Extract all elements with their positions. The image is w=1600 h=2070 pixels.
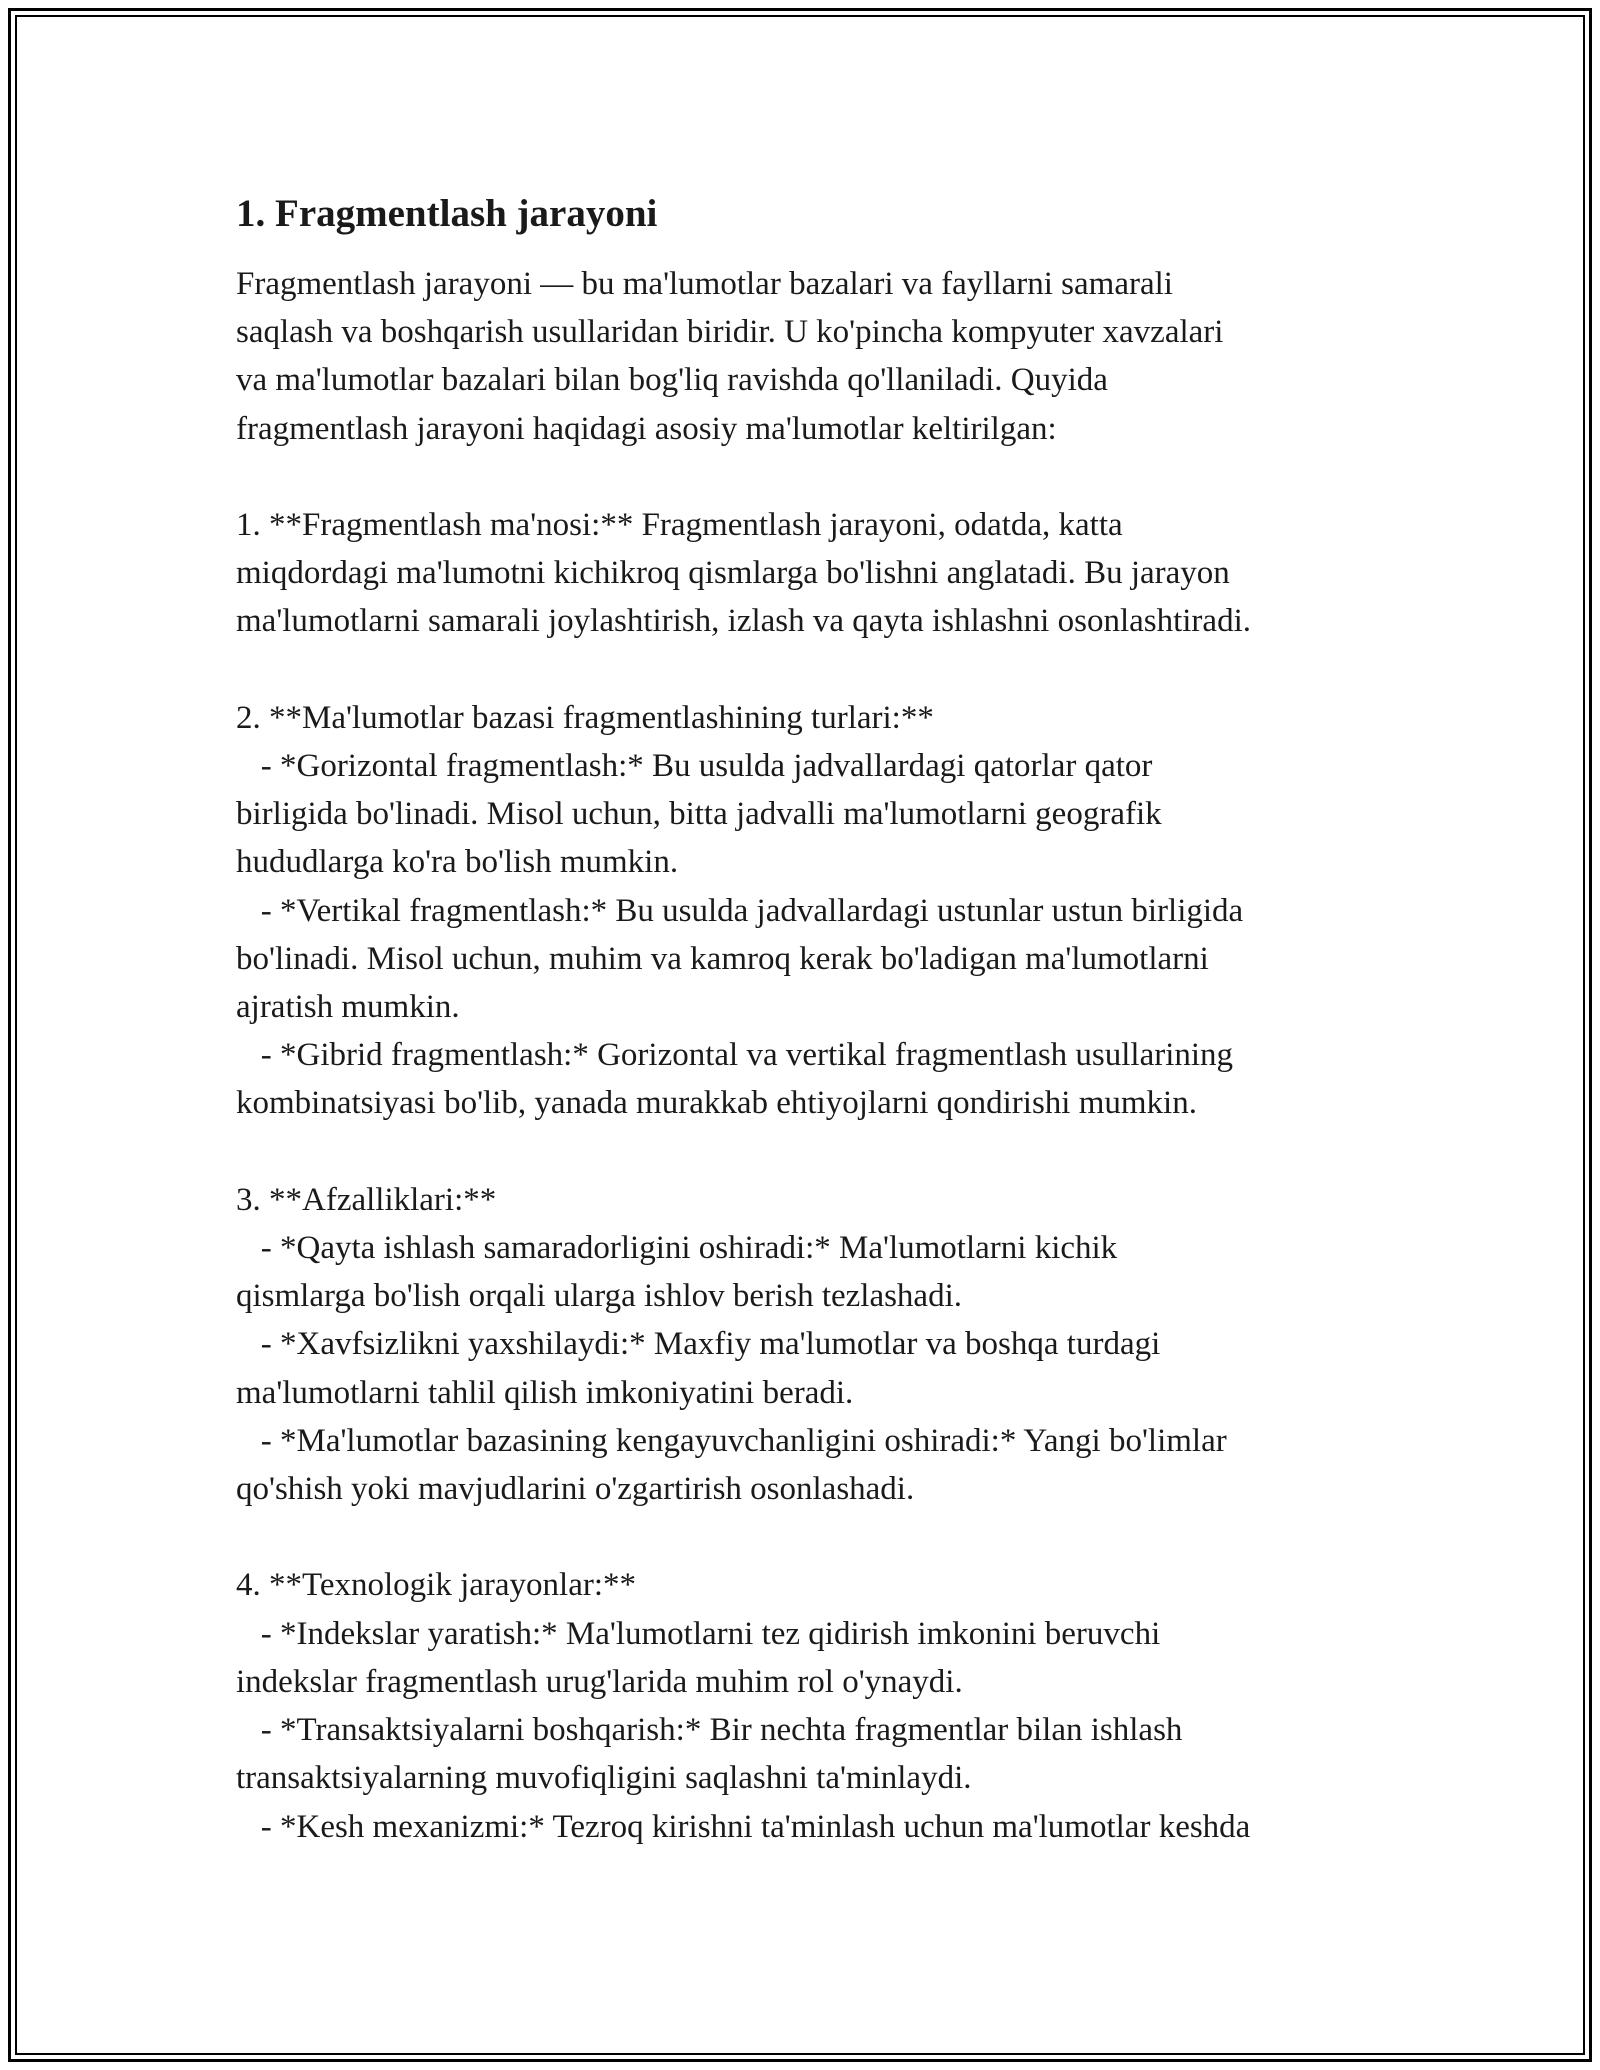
document-title: 1. Fragmentlash jarayoni — [236, 192, 658, 235]
document-page — [236, 190, 1386, 1851]
document-body: Fragmentlash jarayoni — bu ma'lumotlar bazalari va fayllarni samarali saqlash va boshqarish usullaridan biridir. U ko'pincha kompyuter xavzalari va ma'lumotlar bazalari bilan bog'liq ravishda qo'llaniladi. Quyida fragmentlash jarayoni haqidagi asosiy ma'lumotlar keltirilgan: 1. **Fragmentlash ma'nosi:** Fragmentlash jarayoni, odatda, katta miqdordagi ma'lumotni kichikroq qismlarga bo'lishni anglatadi. Bu jarayon ma'lumotlarni samarali joylashtirish, izlash va qayta ishlashni osonlashtiradi. 2. **Ma'lumotlar bazasi fragmentlashining turlari:** - *Gorizontal fragmentlash:* Bu usulda jadvallardagi qatorlar qator birligida bo'linadi. Misol uchun, bitta jadvalli ma'lumotlarni geografik hududlarga ko'ra bo'lish mumkin. - *Vertikal fragmentlash:* Bu usulda jadvallardagi ustunlar ustun birligida bo'linadi. Misol uchun, muhim va kamroq kerak bo'ladigan ma'lumotlarni ajratish mumkin. - *Gibrid fragmentlash:* Gorizontal va vertikal fragmentlash usullarining kombinatsiyasi bo'lib, yanada murakkab ehtiyojlarni qondirishi mumkin. 3. **Afzalliklari:** - *Qayta ishlash samaradorligini oshiradi:* Ma'lumotlarni kichik qismlarga bo'lish orqali ularga ishlov berish tezlashadi. - *Xavfsizlikni yaxshilaydi:* Maxfiy ma'lumotlar va boshqa turdagi ma'lumotlarni tahlil qilish imkoniyatini beradi. - *Ma'lumotlar bazasining kengayuvchanligini oshiradi:* Yangi bo'limlar qo'shish yoki mavjudlarini o'zgartirish osonlashadi. 4. **Texnologik jarayonlar:** - *Indekslar yaratish:* Ma'lumotlarni tez qidirish imkonini beruvchi indekslar fragmentlash urug'larida muhim rol o'ynaydi. - *Transaktsiyalarni boshqarish:* Bir nechta fragmentlar bilan ishlash transaktsiyalarning muvofiqligini saqlashni ta'minlaydi. - *Kesh mexanizmi:* Tezroq kirishni ta'minlash uchun ma'lumotlar keshda — [236, 266, 1251, 1845]
